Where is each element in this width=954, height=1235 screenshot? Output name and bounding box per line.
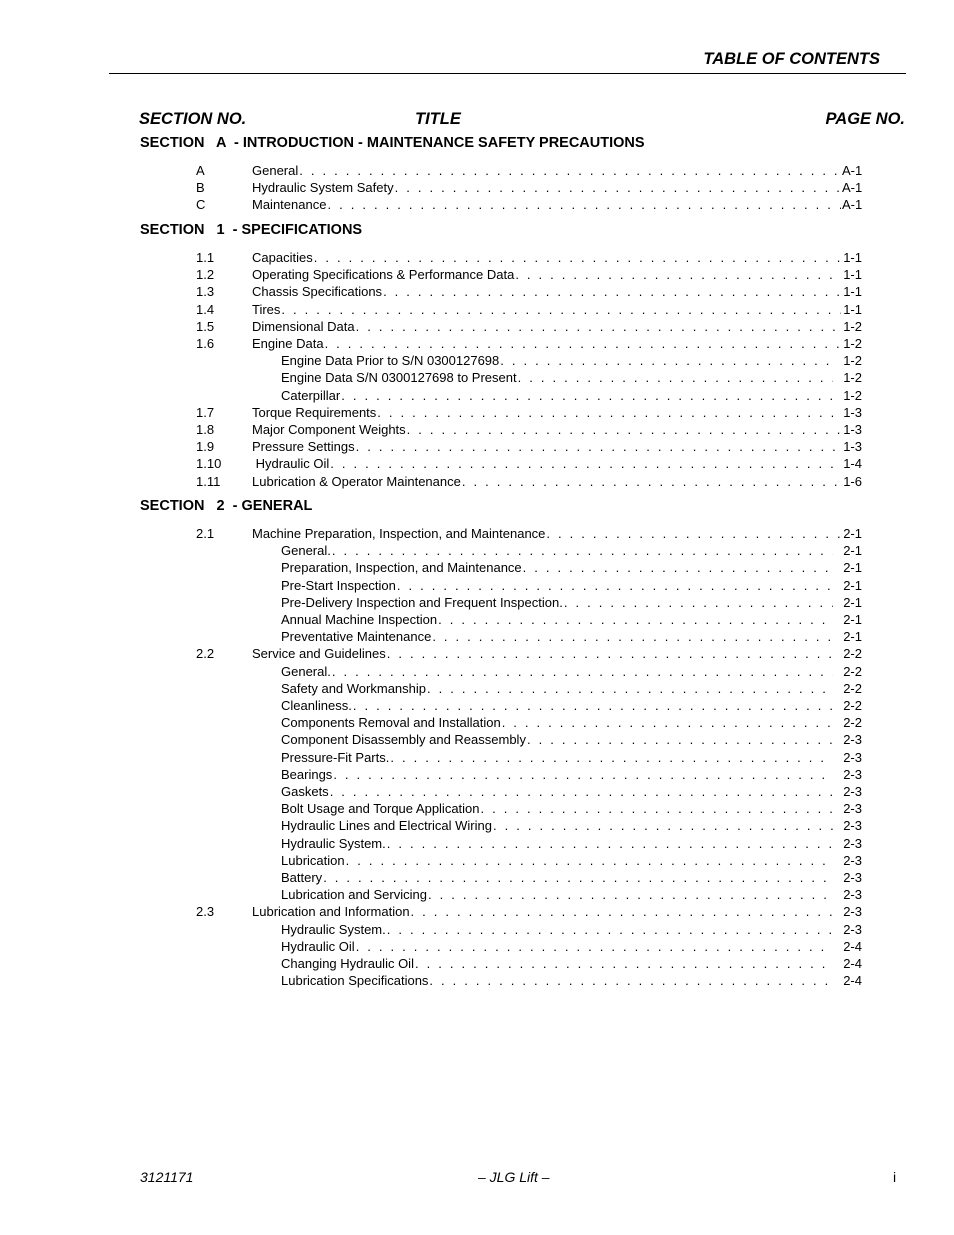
toc-entry-page: 1-2 [843, 318, 862, 334]
toc-entry[interactable] [0, 594, 954, 611]
dot-leader [353, 697, 833, 714]
dot-leader [523, 559, 833, 576]
toc-entry-page: 1-1 [843, 301, 862, 317]
toc-entry-number: B [196, 180, 205, 196]
toc-entry-page: 2-3 [843, 732, 862, 748]
toc-entry[interactable] [0, 731, 954, 748]
dot-leader [387, 921, 833, 938]
toc-entry-number: 1.9 [196, 439, 215, 455]
toc-entry-label: Engine Data [252, 336, 324, 351]
toc-entry-page: 1-2 [843, 336, 862, 351]
toc-entry[interactable] [0, 369, 954, 386]
toc-entry[interactable] [0, 835, 954, 852]
dot-leader [407, 421, 841, 438]
toc-entry-page: 2-1 [843, 594, 862, 610]
toc-entry-page: 2-2 [843, 698, 862, 713]
section-title: SECTION 1 - SPECIFICATIONS [140, 222, 363, 238]
dot-leader [332, 542, 833, 559]
toc-entry-label: Bearings [281, 766, 333, 782]
toc-entry-page: 2-3 [843, 887, 862, 903]
toc-entry[interactable] [0, 869, 954, 886]
toc-entry-number: C [196, 197, 206, 213]
dot-leader [330, 455, 841, 472]
dot-leader [515, 266, 841, 283]
dot-leader [327, 196, 841, 213]
toc-entry[interactable] [0, 387, 954, 404]
toc-entry-label: Hydraulic Oil [281, 938, 355, 954]
toc-entry[interactable] [0, 421, 954, 438]
toc-entry[interactable] [0, 714, 954, 731]
dot-leader [333, 766, 833, 783]
toc-entry-label: Maintenance [252, 197, 327, 213]
toc-entry-page: 2-3 [843, 835, 862, 851]
toc-entry-page: 2-4 [843, 973, 862, 989]
column-heading-page: PAGE NO. [825, 110, 905, 128]
toc-entry-label: Changing Hydraulic Oil [281, 956, 414, 971]
toc-entry-page: 2-1 [843, 577, 862, 593]
toc-entry[interactable] [0, 455, 954, 472]
toc-entry-label: Lubrication [281, 852, 345, 868]
toc-entry-label: Safety and Workmanship [281, 680, 426, 696]
dot-leader [387, 835, 833, 852]
toc-entry-page: 2-4 [843, 938, 862, 954]
toc-entry-page: 2-3 [843, 852, 862, 868]
toc-entry-page: 2-2 [843, 663, 862, 679]
toc-entry-page: 1-3 [843, 439, 862, 455]
toc-entry[interactable] [0, 938, 954, 955]
dot-leader [314, 249, 841, 266]
toc-entry-number: 1.10 [196, 456, 222, 472]
dot-leader [427, 680, 833, 697]
toc-entry-page: 1-2 [843, 353, 862, 369]
toc-entry[interactable] [0, 921, 954, 938]
toc-entry-number: 1.2 [196, 267, 215, 283]
dot-leader [346, 852, 833, 869]
toc-entry[interactable] [0, 800, 954, 817]
toc-entry-page: 1-2 [843, 370, 862, 386]
toc-entry-label: Major Component Weights [252, 422, 406, 437]
toc-entry-number: 1.6 [196, 336, 215, 351]
toc-entry-page: 2-2 [843, 680, 862, 696]
dot-leader [332, 663, 833, 680]
dot-leader [462, 473, 841, 490]
dot-leader [281, 301, 841, 318]
toc-entry-label: Pressure-Fit Parts. [281, 749, 390, 765]
footer-doc-number: 3121171 [140, 1169, 194, 1185]
toc-entry-label: Hydraulic System Safety [252, 180, 394, 196]
toc-entry[interactable] [0, 318, 954, 335]
toc-entry[interactable] [0, 783, 954, 800]
dot-leader [356, 438, 841, 455]
dot-leader [330, 783, 833, 800]
toc-entry-page: 1-2 [843, 387, 862, 403]
dot-leader [429, 972, 833, 989]
toc-entry-label: Hydraulic Oil [252, 456, 330, 472]
toc-entry-page: 2-1 [843, 629, 862, 645]
toc-entry-page: 2-3 [843, 921, 862, 937]
toc-entry[interactable] [0, 766, 954, 783]
dot-leader [546, 525, 841, 542]
toc-entry-label: Capacities [252, 250, 313, 265]
toc-entry-label: Pre-Delivery Inspection and Frequent Inspection. [281, 594, 563, 610]
toc-entry-number: A [196, 163, 205, 178]
toc-entry[interactable] [0, 525, 954, 542]
toc-entry[interactable] [0, 852, 954, 869]
toc-entry-label: Annual Machine Inspection [281, 612, 438, 627]
dot-leader [411, 903, 841, 920]
toc-entry-label: Lubrication and Servicing [281, 887, 427, 903]
toc-entry-label: Preventative Maintenance [281, 629, 432, 645]
dot-leader [377, 404, 841, 421]
toc-entry-number: 2.1 [196, 526, 215, 541]
toc-entry-page: A-1 [842, 197, 863, 213]
footer-page-number: i [893, 1169, 897, 1185]
toc-entry[interactable] [0, 542, 954, 559]
toc-entry-page: 2-3 [843, 818, 862, 834]
toc-entry-label: Lubrication & Operator Maintenance [252, 473, 461, 489]
toc-entry-label: Component Disassembly and Reassembly [281, 732, 526, 748]
toc-entry[interactable] [0, 179, 954, 196]
dot-leader [432, 628, 833, 645]
toc-entry-page: 2-3 [843, 749, 862, 765]
toc-entry-page: 2-1 [843, 560, 862, 576]
toc-entry[interactable] [0, 577, 954, 594]
toc-entry-number: 1.8 [196, 422, 215, 437]
toc-entry-label: Machine Preparation, Inspection, and Maintenance [252, 526, 546, 541]
dot-leader [428, 886, 833, 903]
dot-leader [390, 749, 833, 766]
dot-leader [325, 335, 841, 352]
toc-entry-label: Hydraulic Lines and Electrical Wiring [281, 818, 492, 834]
section-title: SECTION 2 - GENERAL [140, 498, 313, 514]
toc-entry-label: Preparation, Inspection, and Maintenance [281, 560, 522, 576]
toc-entry-label: Engine Data Prior to S/N 0300127698 [281, 353, 500, 369]
toc-entry-label: General. [281, 543, 331, 559]
toc-entry-label: Lubrication and Information [252, 904, 410, 920]
toc-entry-number: 1.4 [196, 301, 215, 317]
toc-entry-number: 1.1 [196, 250, 215, 265]
toc-entry[interactable] [0, 645, 954, 662]
toc-entry-page: 2-3 [843, 801, 862, 817]
toc-entry-page: 1-1 [843, 284, 862, 300]
toc-entry-label: Lubrication Specifications [281, 973, 429, 989]
toc-entry-number: 1.7 [196, 404, 215, 420]
dot-leader [500, 352, 833, 369]
column-heading-section: SECTION NO. [139, 110, 247, 128]
toc-entry-label: Service and Guidelines [252, 646, 386, 662]
toc-entry-page: 1-4 [843, 456, 862, 472]
toc-entry-page: 2-3 [843, 904, 862, 920]
column-heading-title: TITLE [415, 110, 461, 128]
toc-entry-label: Components Removal and Installation [281, 715, 501, 731]
toc-entry-page: 2-2 [843, 715, 862, 731]
dot-leader [356, 318, 841, 335]
toc-entry[interactable] [0, 301, 954, 318]
toc-entry-label: Engine Data S/N 0300127698 to Present [281, 370, 517, 386]
toc-entry-page: 1-6 [843, 473, 862, 489]
toc-entry-label: Cleanliness. [281, 698, 352, 713]
toc-entry[interactable] [0, 886, 954, 903]
toc-entry-page: 2-1 [843, 543, 862, 559]
header-title: TABLE OF CONTENTS [703, 50, 880, 68]
toc-entry[interactable] [0, 663, 954, 680]
toc-entry[interactable] [0, 749, 954, 766]
toc-entry-label: Hydraulic System. [281, 835, 386, 851]
toc-entry-label: Hydraulic System. [281, 921, 386, 937]
toc-entry-number: 2.2 [196, 646, 215, 662]
toc-entry[interactable] [0, 903, 954, 920]
toc-entry-page: 1-3 [843, 422, 862, 437]
toc-entry-label: Bolt Usage and Torque Application [281, 801, 480, 817]
dot-leader [383, 283, 841, 300]
toc-entry[interactable] [0, 283, 954, 300]
toc-entry-number: 1.11 [196, 473, 221, 489]
toc-entry[interactable] [0, 438, 954, 455]
dot-leader [518, 369, 833, 386]
dot-leader [299, 162, 841, 179]
toc-entry-page: 2-4 [843, 956, 862, 971]
toc-entry-label: Operating Specifications & Performance Data [252, 267, 515, 283]
toc-entry-label: Torque Requirements [252, 404, 377, 420]
toc-entry[interactable] [0, 628, 954, 645]
toc-entry-label: Tires [252, 301, 281, 317]
toc-entry-page: 2-2 [843, 646, 862, 662]
dot-leader [323, 869, 833, 886]
toc-entry-label: Chassis Specifications [252, 284, 383, 300]
toc-entry[interactable] [0, 196, 954, 213]
toc-entry-number: 2.3 [196, 904, 215, 920]
toc-entry-label: Pressure Settings [252, 439, 355, 455]
toc-entry-page: 1-1 [843, 250, 862, 265]
toc-entry-label: General. [281, 663, 331, 679]
toc-entry[interactable] [0, 335, 954, 352]
toc-entry[interactable] [0, 352, 954, 369]
dot-leader [387, 645, 841, 662]
toc-entry-label: Dimensional Data [252, 318, 355, 334]
dot-leader [564, 594, 833, 611]
toc-entry-label: General [252, 163, 299, 178]
toc-entry-page: 2-3 [843, 784, 862, 799]
dot-leader [438, 611, 833, 628]
section-title: SECTION A - INTRODUCTION - MAINTENANCE SAFETY PRECAUTIONS [140, 135, 645, 151]
dot-leader [395, 179, 841, 196]
toc-entry[interactable] [0, 972, 954, 989]
toc-entry-page: A-1 [842, 163, 863, 178]
dot-leader [356, 938, 833, 955]
toc-entry[interactable] [0, 697, 954, 714]
dot-leader [481, 800, 833, 817]
footer-center: – JLG Lift – [478, 1169, 550, 1185]
dot-leader [397, 577, 833, 594]
toc-entry[interactable] [0, 611, 954, 628]
toc-entry-page: A-1 [842, 180, 863, 196]
toc-entry-label: Pre-Start Inspection [281, 577, 396, 593]
toc-entry[interactable] [0, 817, 954, 834]
toc-entry-page: 2-3 [843, 870, 862, 885]
dot-leader [341, 387, 833, 404]
toc-entry-page: 1-3 [843, 404, 862, 420]
toc-entry[interactable] [0, 680, 954, 697]
toc-entry-page: 1-1 [843, 267, 862, 283]
toc-entry[interactable] [0, 266, 954, 283]
toc-entry-page: 2-1 [843, 526, 862, 541]
toc-entry-label: Battery [281, 870, 323, 885]
toc-entry[interactable] [0, 249, 954, 266]
toc-entry-page: 2-3 [843, 766, 862, 782]
dot-leader [527, 731, 833, 748]
dot-leader [493, 817, 833, 834]
toc-entry[interactable] [0, 559, 954, 576]
dot-leader [415, 955, 833, 972]
toc-entry-number: 1.3 [196, 284, 215, 300]
toc-entry[interactable] [0, 162, 954, 179]
toc-entry[interactable] [0, 404, 954, 421]
toc-entry-label: Gaskets [281, 784, 329, 799]
toc-entry[interactable] [0, 473, 954, 490]
toc-entry[interactable] [0, 955, 954, 972]
toc-entry-label: Caterpillar [281, 387, 341, 403]
dot-leader [502, 714, 833, 731]
toc-entry-page: 2-1 [843, 612, 862, 627]
toc-entry-number: 1.5 [196, 318, 215, 334]
